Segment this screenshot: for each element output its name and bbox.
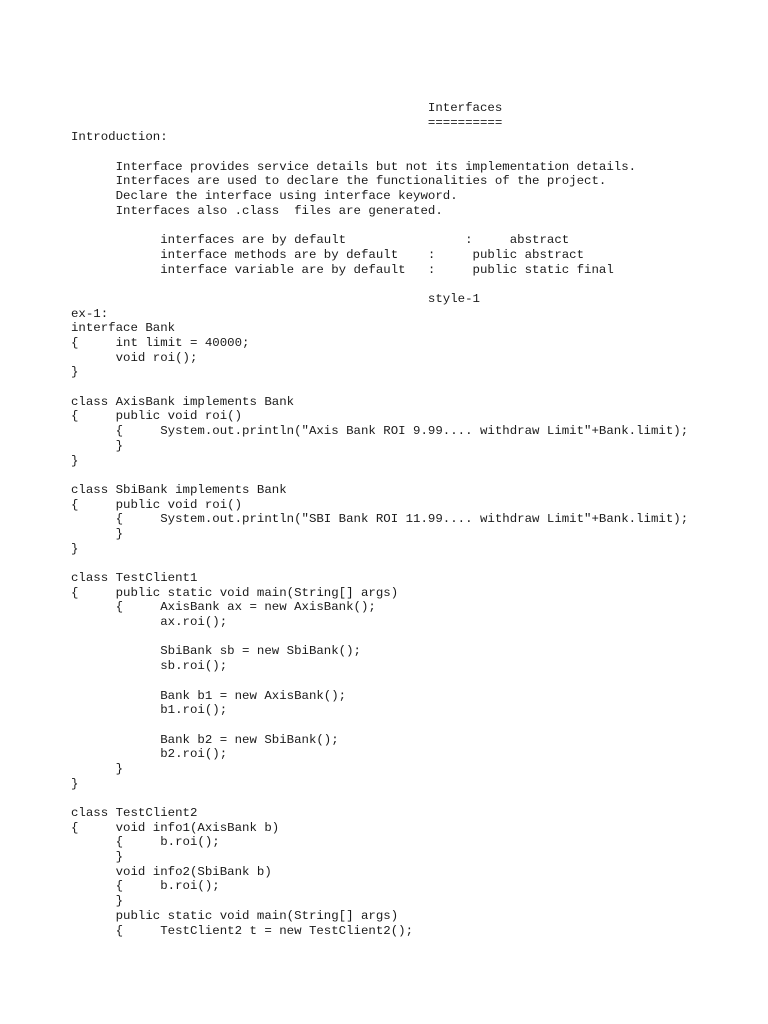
document-line: }: [71, 776, 79, 791]
document-line: Bank b2 = new SbiBank();: [71, 732, 339, 747]
document-line: interface methods are by default : public abstract: [71, 247, 585, 262]
document-line: Declare the interface using interface keyword.: [71, 189, 458, 204]
document-line: { int limit = 40000;: [71, 336, 250, 350]
document-line: }: [71, 894, 124, 909]
document-line: [71, 556, 688, 571]
document-line: [71, 145, 688, 160]
document-line: [71, 468, 688, 483]
document-text: [71, 101, 688, 938]
document-line: interfaces are by default : abstract: [71, 233, 570, 248]
document-line: }: [71, 438, 124, 453]
document-line: { System.out.println("Axis Bank ROI 9.99.... withdraw Limit"+Bank.limit);: [71, 424, 689, 439]
document-line: [71, 630, 688, 645]
document-line: { b.roi();: [71, 879, 220, 894]
document-line: Introduction:: [71, 130, 168, 145]
document-line: ax.roi();: [71, 615, 228, 630]
document-line: style-1: [71, 291, 480, 306]
document-line: b1.roi();: [71, 703, 228, 718]
document-line: }: [71, 541, 79, 556]
document-line: ==========: [71, 115, 503, 130]
document-line: }: [71, 526, 124, 541]
document-line: { void info1(AxisBank b): [71, 820, 280, 835]
document-line: interface Bank: [71, 321, 176, 336]
document-line: [71, 380, 688, 395]
document-line: }: [71, 453, 79, 468]
document-line: { System.out.println("SBI Bank ROI 11.99.... withdraw Limit"+Bank.limit);: [71, 512, 689, 527]
document-line: Interfaces are used to declare the functionalities of the project.: [71, 174, 607, 189]
document-line: ex-1:: [71, 306, 109, 321]
document-line: void roi();: [71, 350, 198, 365]
document-line: Interface provides service details but not its implementation details.: [71, 159, 637, 174]
document-line: class TestClient2: [71, 806, 198, 820]
document-line: public static void main(String[] args): [71, 908, 399, 923]
document-line: { public void roi(): [71, 409, 243, 424]
document-line: { b.roi();: [71, 835, 220, 850]
document-line: [71, 674, 688, 689]
document-line: class AxisBank implements Bank: [71, 394, 295, 409]
document-line: }: [71, 761, 124, 776]
document-line: class TestClient1: [71, 571, 198, 585]
document-line: Interfaces also .class files are generated.: [71, 203, 443, 218]
document-line: class SbiBank implements Bank: [71, 482, 287, 497]
document-line: { TestClient2 t = new TestClient2();: [71, 923, 414, 938]
document-line: void info2(SbiBank b): [71, 864, 272, 879]
document-line: [71, 718, 688, 733]
document-line: [71, 791, 688, 806]
document-line: SbiBank sb = new SbiBank();: [71, 644, 361, 659]
document-line: { public void roi(): [71, 497, 243, 512]
document-line: { AxisBank ax = new AxisBank();: [71, 600, 376, 615]
document-line: interface variable are by default : public static final: [71, 262, 614, 277]
document-line: }: [71, 850, 124, 865]
document-line: }: [71, 365, 79, 380]
document-line: [71, 219, 688, 234]
document-line: { public static void main(String[] args): [71, 585, 399, 600]
document-line: b2.roi();: [71, 747, 228, 762]
document-line: Bank b1 = new AxisBank();: [71, 688, 347, 703]
document-line: [71, 277, 688, 292]
document-line: Interfaces: [71, 101, 503, 115]
document-line: sb.roi();: [71, 659, 228, 674]
